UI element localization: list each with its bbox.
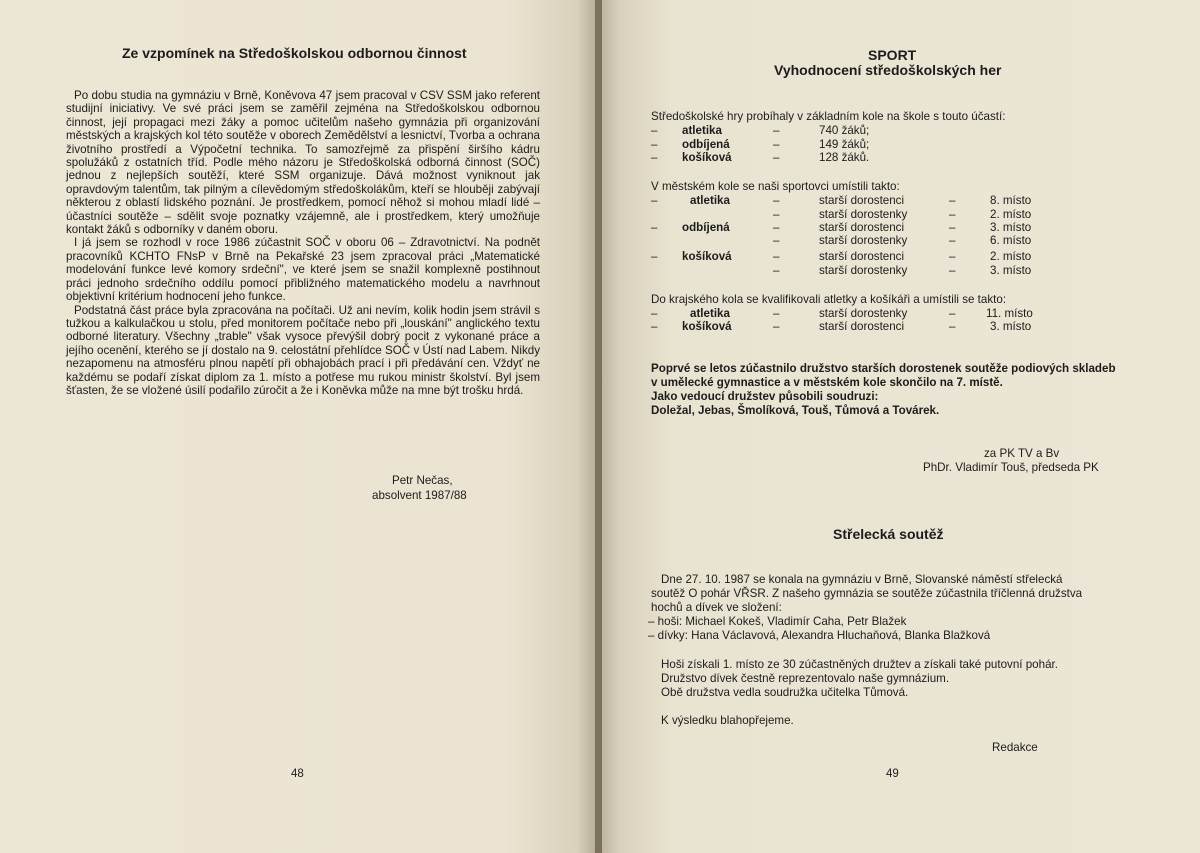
sport-name: atletika (690, 307, 730, 320)
book-gutter (595, 0, 602, 853)
shooting-line: soutěž O pohár VŘSR. Z našeho gymnázia se soutěže zúčastnila tříčlenná družstva (651, 587, 1083, 600)
shooting-line: Dne 27. 10. 1987 se konala na gymnáziu v Brně, Slovanské náměstí střelecká (661, 573, 1063, 586)
left-page (0, 0, 595, 853)
sport-name: košíková (682, 320, 732, 333)
category: starší dorostenci (819, 320, 905, 333)
section-subheading: Vyhodnocení středoškolských her (774, 62, 1002, 78)
article-title: Ze vzpomínek na Středoškolskou odbornou činnost (122, 45, 467, 61)
gymnastics-line: Doležal, Jebas, Šmolíková, Touš, Tůmová a Továrek. (651, 404, 940, 417)
dash: – (773, 307, 780, 320)
gymnastics-line: v umělecké gymnastice a v městském kole skončilo na 7. místě. (651, 376, 1003, 389)
signature-line: za PK TV a Bv (984, 447, 1060, 460)
paragraph: Podstatná část práce byla zpracována na počítači. Už ani nevím, kolik hodin jsem strávil s tužkou a kalkulačkou u stolu, před monitorem počítače nebo při „louskání" anglického textu odborné literatury. Všechny „trable" však vysoce převýšil dobrý pocit z vykonané práce a jejího ocenění, kterého se jí dostalo na 9. celostátní přehlídce SOČ v Ústí nad Labem. Nikdy nezapomenu na atmosféru plnou napětí při obhajobách prací i při předávání cen. Vždyť ne každému se podaří získat diplom za 1. místo a potřese mu rukou ministr školství. Byl jsem šťasten, že se vložené úsilí podařilo zúročit a že i Koněvka může na mne být trošku hrdá. (66, 303, 540, 397)
dash: – (949, 194, 956, 207)
placement: 3. místo (990, 221, 1032, 234)
dash: – (949, 208, 956, 221)
sport-name: atletika (690, 194, 730, 207)
dash: – (651, 194, 658, 207)
dash: – (651, 320, 658, 333)
placement: 11. místo (986, 307, 1033, 320)
placement: 3. místo (990, 320, 1032, 333)
dash: – (651, 221, 658, 234)
dash: – (773, 221, 780, 234)
congratulation: K výsledku blahopřejeme. (661, 714, 794, 727)
page-number: 49 (886, 768, 899, 780)
shooting-heading: Střelecká soutěž (833, 526, 944, 542)
dash: – (651, 151, 658, 164)
result-line: Družstvo dívek čestně reprezentovalo naše gymnázium. (661, 672, 950, 685)
dash: – (773, 194, 780, 207)
placement: 2. místo (990, 250, 1032, 263)
participant-count: 128 žáků. (819, 151, 870, 164)
dash: – (949, 221, 956, 234)
author-role: absolvent 1987/88 (372, 489, 467, 502)
author-name: Petr Nečas, (392, 474, 453, 487)
result-line: Hoši získali 1. místo ze 30 zúčastněných družtev a získali také putovní pohár. (661, 658, 1058, 671)
category: starší dorostenky (819, 264, 908, 277)
team-girls: – dívky: Hana Václavová, Alexandra Hluchaňová, Blanka Blažková (648, 629, 991, 642)
sport-name: atletika (682, 124, 722, 137)
editor-signature: Redakce (992, 741, 1038, 754)
dash: – (773, 208, 780, 221)
page-number: 48 (291, 768, 304, 780)
category: starší dorostenky (819, 307, 908, 320)
dash: – (651, 250, 658, 263)
dash: – (949, 307, 956, 320)
dash: – (949, 264, 956, 277)
paragraph: I já jsem se rozhodl v roce 1986 zúčastnit SOČ v oboru 06 – Zdravotnictví. Na podnět pracovníků KCHTO FNsP v Brně na Pekařské 23 jsem zpracoval práci „Matematické modelování funkce levé komory srdeční", ve které jsem se snažil komplexně postihnout práci jednoho srdečního oddílu pomocí přibližného matematického modelu a navrhnout objektivní kritérium hodnocení jeho funkce. (66, 236, 540, 304)
dash: – (773, 138, 780, 151)
city-intro: V městském kole se naši sportovci umístili takto: (651, 180, 900, 193)
sport-name: košíková (682, 250, 732, 263)
sport-name: odbíjená (682, 221, 730, 234)
dash: – (651, 124, 658, 137)
shooting-line: hochů a dívek ve složení: (651, 601, 782, 614)
category: starší dorostenci (819, 250, 905, 263)
gymnastics-line: Poprvé se letos zúčastnilo družstvo starších dorostenek soutěže podiových skladeb (651, 362, 1116, 375)
sport-name: košíková (682, 151, 732, 164)
category: starší dorostenci (819, 221, 905, 234)
gymnastics-line: Jako vedoucí družstev působili soudruzi: (651, 390, 879, 403)
dash: – (773, 320, 780, 333)
right-page (602, 0, 1200, 853)
dash: – (773, 234, 780, 247)
placement: 2. místo (990, 208, 1032, 221)
paragraph: Po dobu studia na gymnáziu v Brně, Koněvova 47 jsem pracoval v CSV SSM jako referent studijní iniciativy. Ve své práci jsem se zaměřil zejména na Středoškolskou odbornou činnost, její propagaci mezi žáky a pomoc učitelům našeho gymnázia při organizování městských a krajských kol této soutěže v oborech Zemědělství a lesnictví, Tvorba a ochrana životního prostředí a Výpočetní technika. To samozřejmě za přispění širšího kádru spolužáků z ostatních tříd. Podle mého názoru je Středoškolská odborná činnost (SOČ) jednou z nejlepších soutěží, které SSM organizuje. Dává možnost vyniknout jak opravdovým talentům, tak pilným a cílevědomým středoškolákům, kteří se hlouběji zabývají některou z oblastí lidského poznání. Je prostředkem, pomocí něhož si mohou mladí lidé – účastníci soutěže – sdělit svoje poznatky vzájemně, ale i prostředkem, který umožňuje kontakt žáků s odborníky v daném oboru. (66, 89, 540, 237)
dash: – (651, 307, 658, 320)
section-heading: SPORT (868, 47, 917, 63)
dash: – (949, 250, 956, 263)
dash: – (773, 264, 780, 277)
dash: – (651, 138, 658, 151)
result-line: Obě družstva vedla soudružka učitelka Tůmová. (661, 686, 909, 699)
intro-text: Středoškolské hry probíhaly v základním kole na škole s touto účastí: (651, 110, 1006, 123)
category: starší dorostenky (819, 234, 908, 247)
dash: – (949, 320, 956, 333)
category: starší dorostenci (819, 194, 905, 207)
dash: – (773, 124, 780, 137)
signature-line: PhDr. Vladimír Touš, předseda PK (923, 461, 1099, 474)
regional-intro: Do krajského kola se kvalifikovali atletky a košíkáři a umístili se takto: (651, 293, 1007, 306)
participant-count: 740 žáků; (819, 124, 870, 137)
dash: – (949, 234, 956, 247)
participant-count: 149 žáků; (819, 138, 870, 151)
dash: – (773, 250, 780, 263)
placement: 8. místo (990, 194, 1032, 207)
sport-name: odbíjená (682, 138, 730, 151)
placement: 6. místo (990, 234, 1032, 247)
category: starší dorostenky (819, 208, 908, 221)
placement: 3. místo (990, 264, 1032, 277)
team-boys: – hoši: Michael Kokeš, Vladimír Caha, Petr Blažek (648, 615, 907, 628)
article-body (66, 89, 540, 397)
dash: – (773, 151, 780, 164)
